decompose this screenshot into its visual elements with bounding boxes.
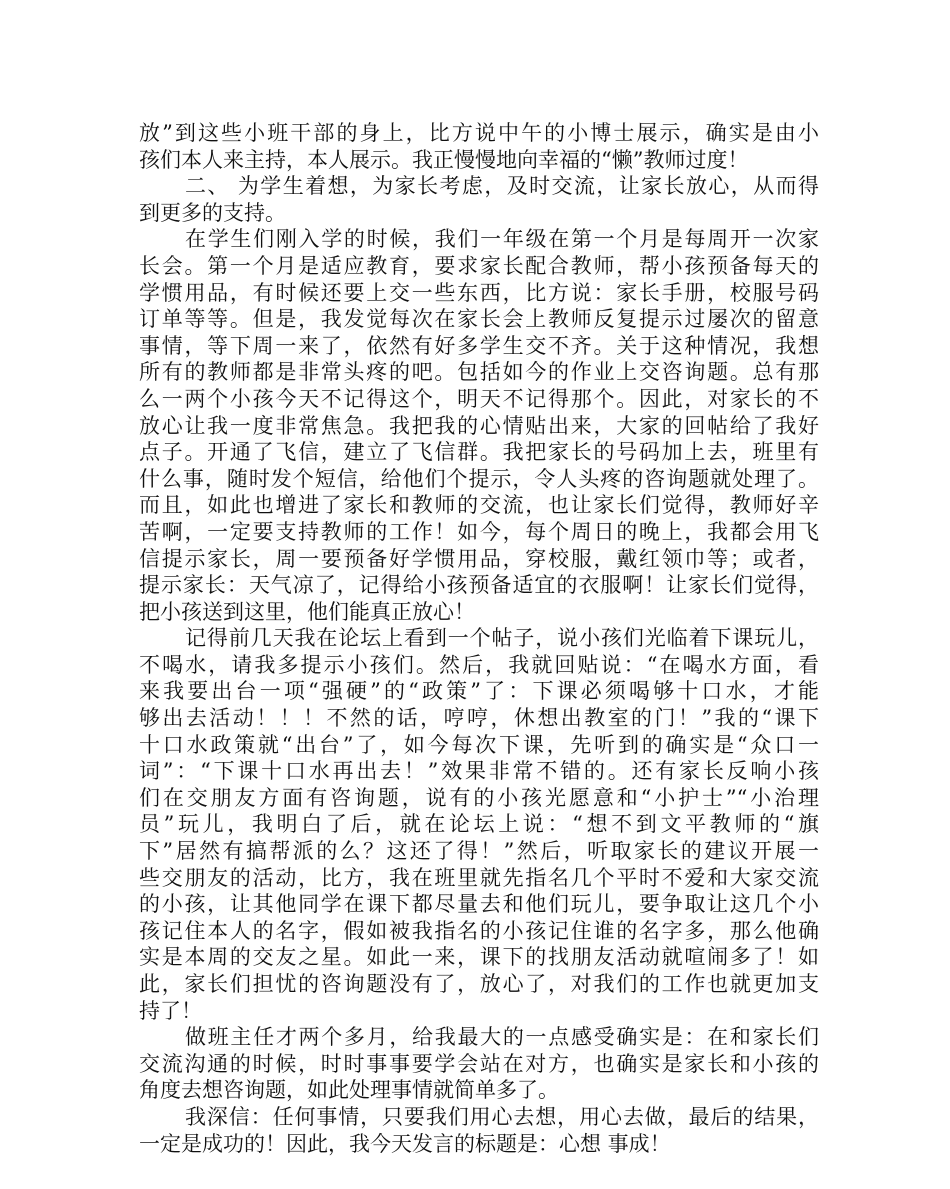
text-line: 交流沟通的时候，时时事事要学会站在对方，也确实是家长和小孩的 <box>139 1051 819 1076</box>
text-line: 持了！ <box>139 998 202 1023</box>
text-line: 长会。第一个月是适应教育，要求家长配合教师，帮小孩预备每天的 <box>139 253 819 278</box>
text-line: 放心让我一度非常焦急。我把我的心情贴出来，大家的回帖给了我好 <box>139 413 819 438</box>
text-line: 些交朋友的活动，比方，我在班里就先指名几个平时不爱和大家交流 <box>139 865 819 890</box>
text-line: 点子。开通了飞信，建立了飞信群。我把家长的号码加上去，班里有 <box>139 440 819 465</box>
document-body <box>139 120 819 1157</box>
text-line: 不喝水，请我多提示小孩们。然后，我就回贴说：“在喝水方面，看 <box>139 652 819 677</box>
text-line: 的小孩，让其他同学在课下都尽量去和他们玩儿，要争取让这几个小 <box>139 892 819 917</box>
text-line: 到更多的支持。 <box>139 200 286 225</box>
text-line: 在学生们刚入学的时候，我们一年级在第一个月是每周开一次家 <box>185 227 819 252</box>
text-line: 员”玩儿，我明白了后，就在论坛上说：“想不到文平教师的“旗 <box>139 812 819 837</box>
text-line: 二、 为学生着想，为家长考虑，及时交流，让家长放心，从而得 <box>185 174 819 199</box>
text-line: 我深信：任何事情，只要我们用心去想，用心去做，最后的结果， <box>185 1104 819 1129</box>
text-line: 孩记住本人的名字，假如被我指名的小孩记住谁的名字多，那么他确 <box>139 918 819 943</box>
text-line: 一定是成功的！因此，我今天发言的标题是：心想 事成！ <box>139 1131 671 1156</box>
text-line: 所有的教师都是非常头疼的吧。包括如今的作业上交咨询题。总有那 <box>139 360 819 385</box>
text-line: 下”居然有搞帮派的么？这还了得！”然后，听取家长的建议开展一 <box>139 839 819 864</box>
text-line: 提示家长：天气凉了，记得给小孩预备适宜的衣服啊！让家长们觉得， <box>139 573 819 598</box>
text-line: 来我要出台一项“强硬”的“政策”了：下课必须喝够十口水，才能 <box>139 679 819 704</box>
text-line: 而且，如此也增进了家长和教师的交流，也让家长们觉得，教师好辛 <box>139 493 819 518</box>
text-line: 实是本周的交友之星。如此一来，课下的找朋友活动就喧闹多了！如 <box>139 945 819 970</box>
text-line: 学惯用品，有时候还要上交一些东西，比方说：家长手册，校服号码 <box>139 280 819 305</box>
text-line: 把小孩送到这里，他们能真正放心！ <box>139 599 475 624</box>
text-line: 信提示家长，周一要预备好学惯用品，穿校服，戴红领巾等；或者， <box>139 546 819 571</box>
text-line: 做班主任才两个多月，给我最大的一点感受确实是：在和家长们 <box>185 1025 819 1050</box>
text-line: 十口水政策就“出台”了，如今每次下课，先听到的确实是“众口一 <box>139 732 819 757</box>
text-line: 什么事，随时发个短信，给他们个提示，令人头疼的咨询题就处理了。 <box>139 466 819 491</box>
text-line: 订单等等。但是，我发觉每次在家长会上教师反复提示过屡次的留意 <box>139 307 819 332</box>
text-line: 事情，等下周一来了，依然有好多学生交不齐。关于这种情况，我想 <box>139 333 819 358</box>
text-line: 苦啊，一定要支持教师的工作！如今，每个周日的晚上，我都会用飞 <box>139 519 819 544</box>
text-line: 记得前几天我在论坛上看到一个帖子，说小孩们光临着下课玩儿， <box>185 626 819 651</box>
text-line: 够出去活动！！！不然的话，哼哼，休想出教室的门！”我的“课下 <box>139 706 819 731</box>
text-line: 此，家长们担忧的咨询题没有了，放心了，对我们的工作也就更加支 <box>139 972 819 996</box>
text-line: 角度去想咨询题，如此处理事情就简单多了。 <box>139 1078 559 1103</box>
text-line: 们在交朋友方面有咨询题，说有的小孩光愿意和“小护士”“小治理 <box>139 785 819 810</box>
text-line: 孩们本人来主持，本人展示。我正慢慢地向幸福的“懒”教师过度！ <box>139 147 749 172</box>
text-line: 么一两个小孩今天不记得这个，明天不记得那个。因此，对家长的不 <box>139 386 819 411</box>
text-line: 词”：“下课十口水再出去！”效果非常不错的。还有家长反响小孩 <box>139 759 819 784</box>
text-line: 放”到这些小班干部的身上，比方说中午的小博士展示，确实是由小 <box>139 121 819 145</box>
